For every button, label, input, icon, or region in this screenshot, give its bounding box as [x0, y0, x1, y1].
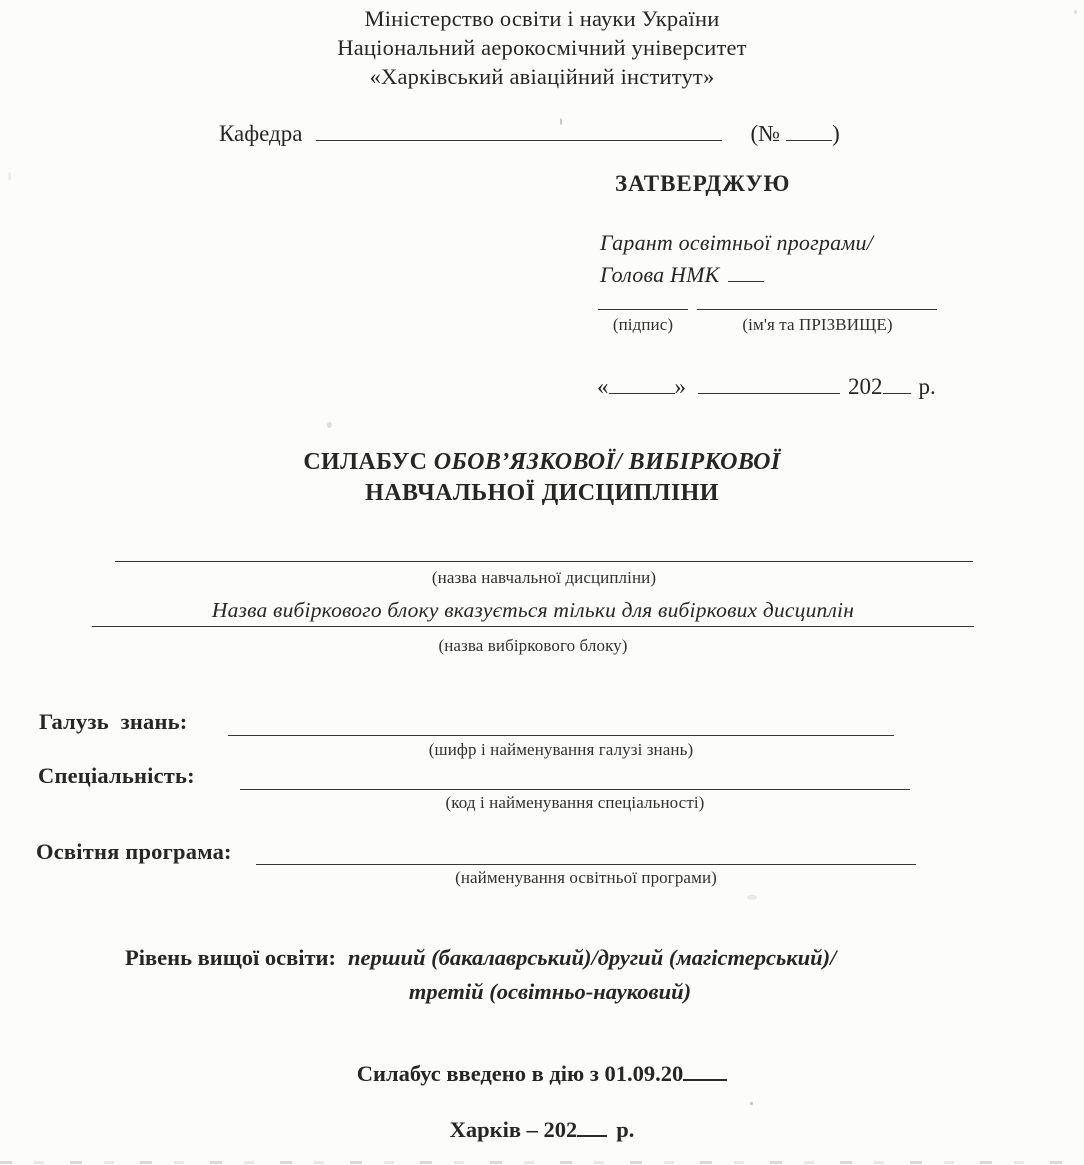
date-open-quote: «	[597, 374, 609, 399]
date-month-blank	[698, 393, 840, 394]
scan-edge-noise	[0, 1161, 1084, 1164]
city-year-suffix: р.	[616, 1117, 635, 1142]
effective-date-line	[0, 1061, 1084, 1087]
institute-line: «Харківський авіаційний інститут»	[369, 64, 715, 89]
document-title-line1	[0, 447, 1084, 478]
date-day-blank	[609, 393, 675, 394]
title-regular-part: СИЛАБУС	[303, 449, 428, 475]
city-year-blank	[577, 1135, 607, 1137]
educational-program-line	[256, 864, 916, 865]
department-number-suffix: )	[832, 121, 840, 146]
scan-artifact	[8, 172, 11, 181]
name-hint: (ім'я та ПРІЗВИЩЕ)	[742, 315, 893, 334]
discipline-name-line	[115, 561, 973, 562]
approver-role-line1: Гарант освітньої програми/	[600, 230, 874, 255]
date-year-prefix: 202	[848, 374, 883, 399]
date-year-blank	[883, 393, 911, 394]
signature-hint: (підпис)	[612, 315, 674, 334]
document-title	[0, 447, 1084, 509]
signature-line	[598, 309, 688, 310]
scan-artifact	[747, 895, 757, 900]
date-close-quote: »	[674, 374, 686, 399]
effective-year-blank	[683, 1079, 727, 1081]
department-line	[219, 121, 840, 147]
education-level-block	[125, 941, 975, 1009]
city-year-line	[0, 1117, 1084, 1143]
education-level-value2: третій (освітньо-науковий)	[408, 979, 692, 1004]
speciality-line	[240, 789, 910, 790]
scan-artifact	[1074, 10, 1077, 14]
approver-role-blank	[728, 281, 764, 282]
approver-role-block	[600, 227, 873, 291]
title-italic-part: ОБОВ’ЯЗКОВОЇ/ ВИБІРКОВОЇ	[433, 449, 781, 475]
field-of-knowledge-line	[228, 735, 894, 736]
approval-date-line	[597, 374, 936, 400]
city-year-prefix: Харків – 202	[449, 1117, 578, 1142]
elective-block-hint: (назва вибіркового блоку)	[438, 636, 628, 655]
educational-program-hint: (найменування освітньої програми)	[455, 868, 717, 887]
speciality-label: Спеціальність:	[38, 763, 195, 788]
approver-role-line2-text: Голова НМК	[600, 262, 720, 287]
department-number-blank	[786, 140, 832, 141]
elective-block-value: Назва вибіркового блоку вказується тільки для вибіркових дисциплін	[92, 598, 974, 627]
approve-heading: ЗАТВЕРДЖУЮ	[615, 171, 791, 196]
speciality-hint: (код і найменування спеціальності)	[445, 793, 705, 812]
effective-date-text: Силабус введено в дію з 01.09.20	[356, 1061, 684, 1086]
university-line: Національний аерокосмічний університет	[337, 35, 747, 60]
department-number-prefix: (№	[750, 121, 781, 146]
date-year-suffix: р.	[918, 374, 936, 399]
scan-artifact	[750, 1102, 753, 1105]
educational-program-label: Освітня програма:	[36, 839, 232, 864]
scan-artifact	[327, 422, 332, 428]
document-header	[0, 4, 1084, 91]
document-title-line2: НАВЧАЛЬНОЇ ДИСЦИПЛІНИ	[365, 480, 719, 506]
field-of-knowledge-label: Галузь знань:	[39, 709, 188, 734]
field-of-knowledge-hint: (шифр і найменування галузі знань)	[428, 740, 694, 759]
department-name-blank	[316, 140, 722, 141]
scan-artifact	[560, 118, 562, 125]
discipline-name-hint: (назва навчальної дисципліни)	[431, 568, 657, 587]
department-label: Кафедра	[219, 121, 303, 146]
education-level-label: Рівень вищої освіти:	[125, 945, 337, 970]
name-line	[697, 309, 937, 310]
education-level-line1	[125, 941, 975, 975]
approver-role-line2	[600, 259, 873, 291]
education-level-value1: перший (бакалаврський)/другий (магістерський)/	[348, 945, 837, 970]
ministry-line: Міністерство освіти і науки України	[364, 6, 720, 31]
